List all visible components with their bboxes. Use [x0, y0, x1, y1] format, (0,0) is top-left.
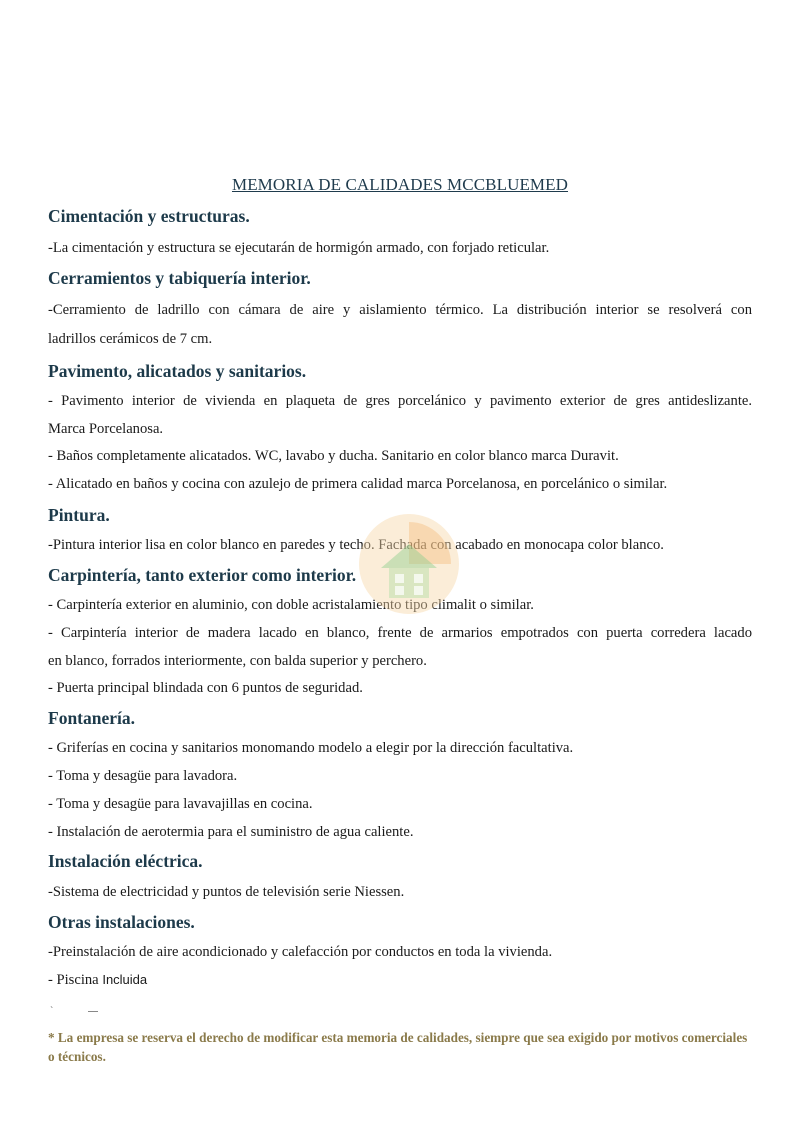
section-line: - Carpintería exterior en aluminio, con doble acristalamiento tipo climalit o similar.	[48, 597, 534, 613]
watermark-window	[395, 586, 404, 595]
section-line: - Alicatado en baños y cocina con azulejo de primera calidad marca Porcelanosa, en porcelánico o similar.	[48, 476, 668, 492]
section-line: -La cimentación y estructura se ejecutarán de hormigón armado, con forjado reticular.	[48, 240, 550, 256]
section-heading-pavimento: Pavimento, alicatados y sanitarios.	[48, 361, 307, 381]
section-heading-pintura: Pintura.	[48, 505, 110, 525]
stray-dash	[88, 1011, 98, 1012]
section-line: - Pavimento interior de vivienda en plaqueta de gres porcelánico y pavimento exterior de gres antideslizante.	[48, 393, 752, 409]
section-heading-carpinteria: Carpintería, tanto exterior como interior.	[48, 565, 357, 585]
section-line: - Instalación de aerotermia para el suministro de agua caliente.	[48, 824, 414, 840]
section-heading-fontaneria: Fontanería.	[48, 708, 136, 728]
section-line: - Carpintería interior de madera lacado en blanco, frente de armarios empotrados con puerta corredera lacado	[48, 625, 752, 641]
section-line-piscina	[48, 972, 147, 989]
section-line: - Puerta principal blindada con 6 puntos de seguridad.	[48, 680, 363, 696]
watermark-window	[414, 586, 423, 595]
disclaimer-note: * La empresa se reserva el derecho de modificar esta memoria de calidades, siempre que sea exigido por motivos comerciales o técnicos.	[48, 1030, 748, 1064]
stray-mark: `	[50, 1006, 54, 1017]
section-line: ladrillos cerámicos de 7 cm.	[48, 331, 213, 347]
section-line: - Toma y desagüe para lavavajillas en cocina.	[48, 796, 313, 812]
section-heading-cimentacion: Cimentación y estructuras.	[48, 206, 250, 226]
section-heading-electrica: Instalación eléctrica.	[48, 851, 203, 871]
house-watermark-icon	[357, 512, 461, 616]
watermark-window	[395, 574, 404, 583]
section-line: -Pintura interior lisa en color blanco en paredes y techo. Fachada con acabado en monocapa color blanco.	[48, 537, 664, 553]
section-line: -Preinstalación de aire acondicionado y calefacción por conductos en toda la vivienda.	[48, 944, 553, 960]
section-line: - Griferías en cocina y sanitarios monomando modelo a elegir por la dirección facultativa.	[48, 740, 574, 756]
section-line: -Sistema de electricidad y puntos de televisión serie Niessen.	[48, 884, 405, 900]
section-heading-otras: Otras instalaciones.	[48, 912, 195, 932]
piscina-label: - Piscina	[48, 972, 103, 988]
section-line: Marca Porcelanosa.	[48, 421, 164, 437]
section-line: - Toma y desagüe para lavadora.	[48, 768, 238, 784]
section-line: - Baños completamente alicatados. WC, lavabo y ducha. Sanitario en color blanco marca Duravit.	[48, 448, 619, 464]
section-heading-cerramientos: Cerramientos y tabiquería interior.	[48, 268, 311, 288]
piscina-value: Incluida	[102, 972, 148, 987]
section-line: en blanco, forrados interiormente, con balda superior y perchero.	[48, 653, 427, 669]
watermark-window	[414, 574, 423, 583]
document-title: MEMORIA DE CALIDADES MCCBLUEMED	[231, 175, 569, 194]
section-line: -Cerramiento de ladrillo con cámara de aire y aislamiento térmico. La distribución interior se resolverá con	[48, 302, 752, 318]
